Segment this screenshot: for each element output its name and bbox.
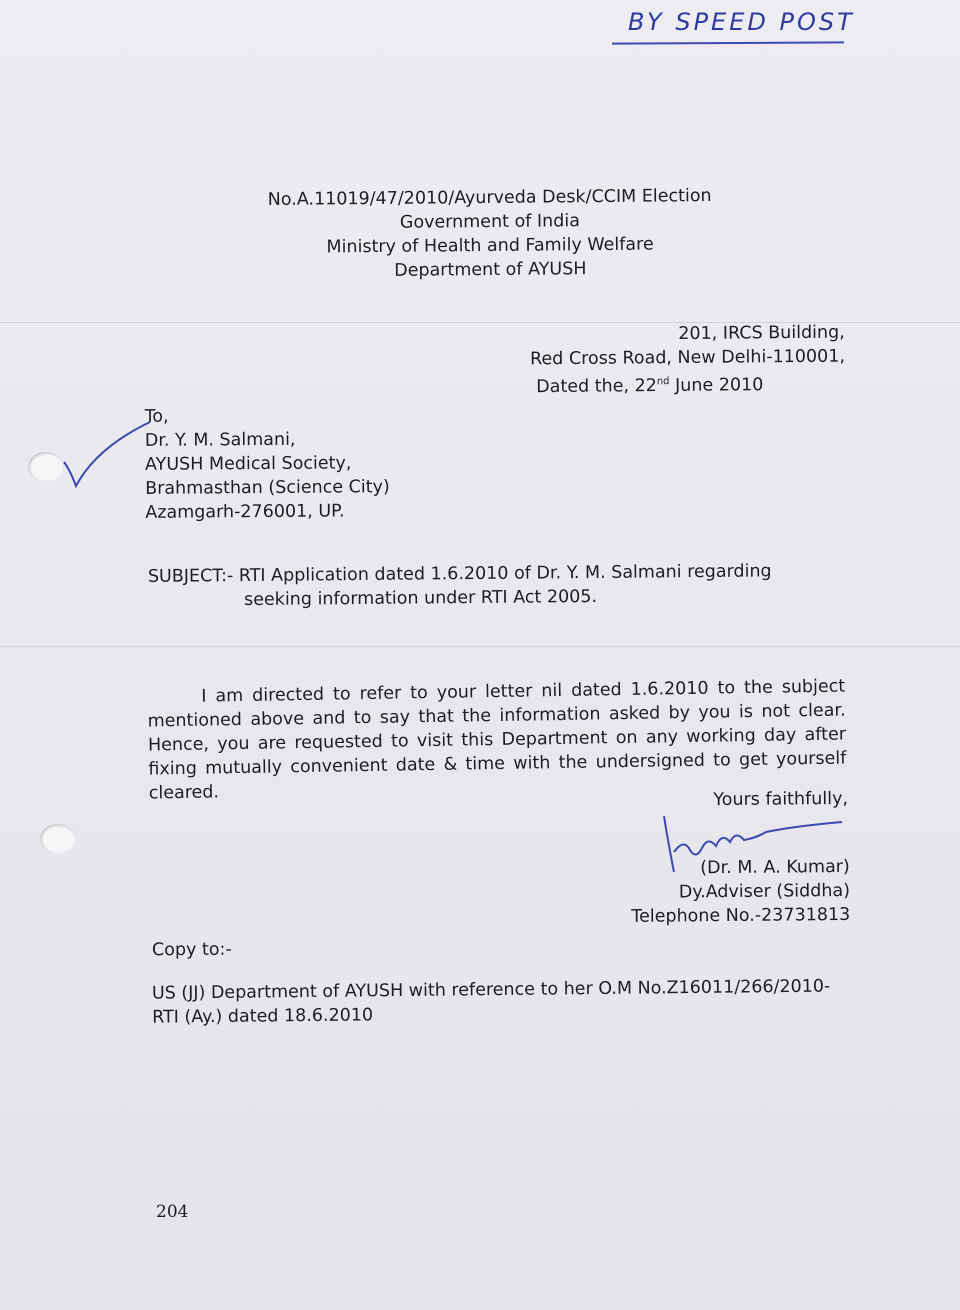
subject-line-1: SUBJECT:- RTI Application dated 1.6.2010 of Dr. Y. M. Salmani regarding — [147, 561, 772, 587]
page-number: 204 — [156, 1202, 189, 1222]
department-line: Department of AYUSH — [394, 259, 587, 281]
addressee-block — [145, 403, 390, 525]
signatory-block — [610, 855, 851, 929]
government-line: Government of India — [399, 211, 581, 233]
subject-line-2: seeking information under RTI Act 2005. — [244, 586, 598, 611]
addressee-street: Brahmasthan (Science City) — [145, 477, 390, 499]
address-line-2: Red Cross Road, New Delhi-110001, — [530, 346, 846, 370]
letterhead — [230, 184, 751, 285]
handwritten-underline — [612, 41, 844, 44]
closing: Yours faithfully, — [713, 788, 849, 811]
letter-date: Dated the, 22nd June 2010 — [536, 375, 764, 398]
ministry-line: Ministry of Health and Family Welfare — [326, 234, 654, 258]
addressee-city: Azamgarh-276001, UP. — [145, 501, 345, 523]
punch-hole — [28, 452, 64, 482]
handwritten-check-mark-icon — [62, 418, 152, 488]
subject-block — [148, 559, 808, 613]
copy-to-block — [152, 974, 852, 1029]
paper-fold-line — [0, 646, 960, 647]
copy-to-line-1: US (JJ) Department of AYUSH with reference to her O.M No.Z16011/266/2010- — [151, 976, 831, 1004]
copy-to-label: Copy to:- — [151, 939, 232, 961]
body-text: I am directed to refer to your letter nil dated 1.6.2010 to the subject mentioned above and to say that the information asked by you is not clear. Hence, you are requested to visit this Department on any working day after fixing mutually convenient date & time with the undersigned to get yourself cleared. — [147, 676, 847, 804]
signatory-name: (Dr. M. A. Kumar) — [700, 856, 850, 879]
file-number: No.A.11019/47/2010/Ayurveda Desk/CCIM Election — [267, 186, 712, 210]
body-paragraph — [147, 675, 847, 806]
handwritten-note: BY SPEED POST — [628, 8, 855, 36]
sender-address — [520, 321, 846, 400]
addressee-name: Dr. Y. M. Salmani, — [144, 429, 296, 451]
copy-to-line-2: RTI (Ay.) dated 18.6.2010 — [152, 1005, 374, 1028]
punch-hole — [40, 824, 76, 854]
signatory-designation: Dy.Adviser (Siddha) — [678, 880, 851, 903]
address-line-1: 201, IRCS Building, — [678, 322, 845, 345]
salutation: To, — [144, 406, 169, 427]
signatory-telephone: Telephone No.-23731813 — [631, 904, 851, 927]
addressee-org: AYUSH Medical Society, — [144, 453, 352, 475]
